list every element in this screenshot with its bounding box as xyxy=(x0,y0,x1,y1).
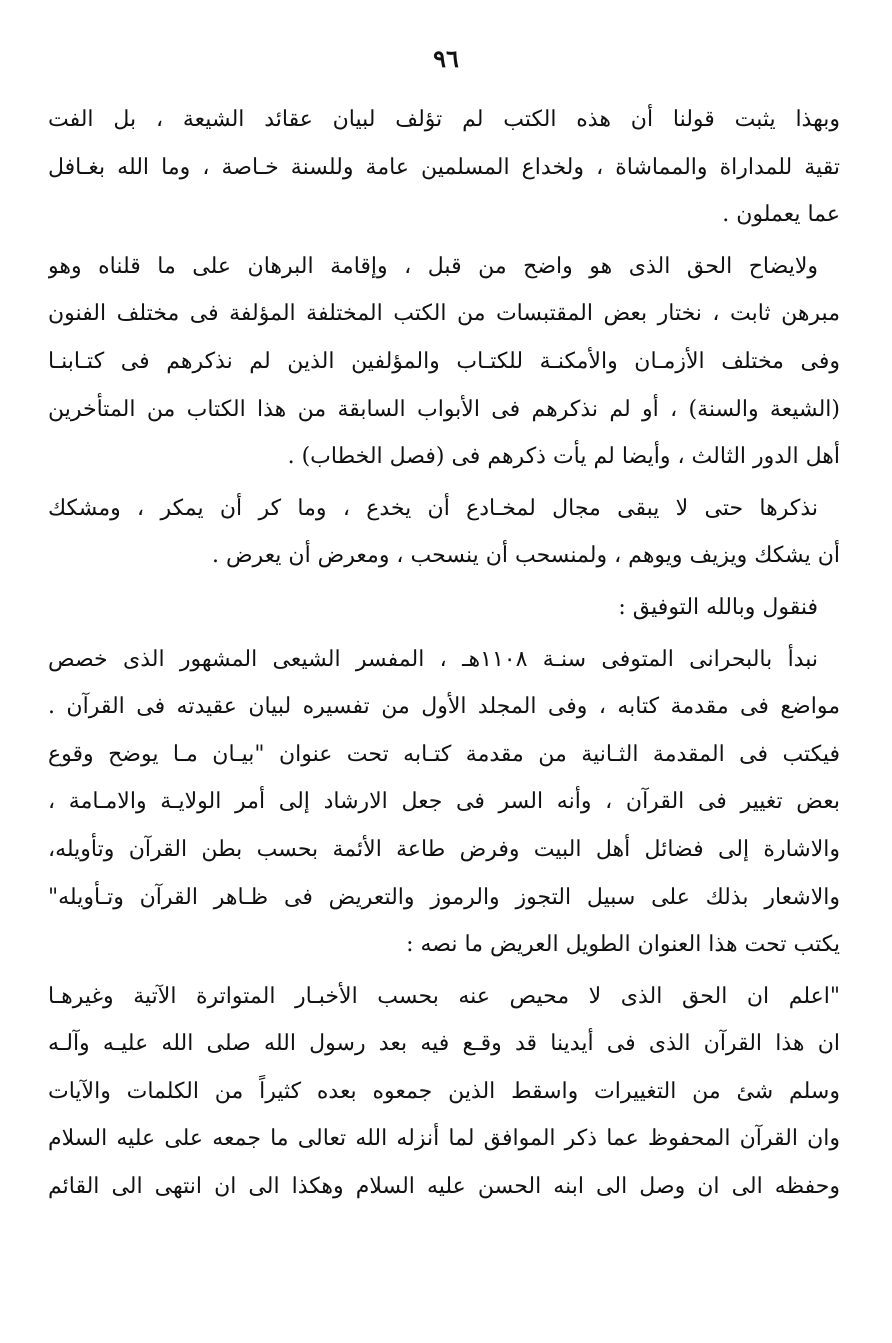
body-text xyxy=(48,96,840,1211)
text-line: فيكتب فى المقدمة الثـانية من مقدمة كتـابه تحت عنوان "بيـان مـا يوضح وقوع xyxy=(48,741,840,767)
text-line: ان هذا القرآن الذى فى أيدينا قد وقـع فيه بعد رسول الله صلى الله عليـه وآلـه xyxy=(48,1031,840,1057)
page-number: ٩٦ xyxy=(433,44,459,73)
text-line: "اعلم ان الحق الذى لا محيص عنه بحسب الأخبـار المتواترة الآتية وغيرهـا xyxy=(48,983,840,1009)
text-line: بعض تغيير فى القرآن ، وأنه السر فى جعل الارشاد إلى أمر الولايـة والامـامة ، xyxy=(48,789,840,815)
text-line: عما يعملون . xyxy=(722,202,840,228)
text-line: تقية للمداراة والمماشاة ، ولخداع المسلمين عامة وللسنة خـاصة ، وما الله بغـافل xyxy=(48,154,840,180)
text-line: فنقول وبالله التوفيق : xyxy=(618,594,818,620)
text-line: نذكرها حتى لا يبقى مجال لمخـادع أن يخدع ، وما كر أن يمكر ، ومشكك xyxy=(48,495,818,521)
text-line: نبدأ بالبحرانى المتوفى سنـة ١١٠٨هـ ، المفسر الشيعى المشهور الذى خصص xyxy=(48,646,818,672)
text-line: وان القرآن المحفوظ عما ذكر الموافق لما أنزله الله تعالى ما جمعه على عليه السلام xyxy=(48,1126,840,1152)
text-line: مبرهن ثابت ، نختار بعض المقتبسات من الكتب المختلفة المؤلفة فى مختلف الفنون xyxy=(48,301,840,327)
text-line: ولايضاح الحق الذى هو واضح من قبل ، وإقامة البرهان على ما قلناه وهو xyxy=(48,253,818,279)
text-line: يكتب تحت هذا العنوان الطويل العريض ما نصه : xyxy=(406,932,840,958)
text-line: أن يشكك ويزيف ويوهم ، ولمنسحب أن ينسحب ، ومعرض أن يعرض . xyxy=(211,543,840,569)
text-line: والاشعار بذلك على سبيل التجوز والرموز والتعريض فى ظـاهر القرآن وتـأويله" xyxy=(48,884,840,910)
text-line: وبهذا يثبت قولنا أن هذه الكتب لم تؤلف لبيان عقائد الشيعة ، بل الفت xyxy=(48,107,840,132)
text-line: مواضع فى مقدمة كتابه ، وفى المجلد الأول من تفسيره لبيان عقيدته فى القرآن . xyxy=(48,694,840,720)
text-line: أهل الدور الثالث ، وأيضا لم يأت ذكرهم فى (فصل الخطاب) . xyxy=(287,444,840,470)
text-line: والاشارة إلى فضائل أهل البيت وفرض طاعة الأئمة بحسب بطن القرآن وتأويله، xyxy=(48,836,840,862)
text-line: وحفظه الى ان وصل الى ابنه الحسن عليه السلام وهكذا الى ان انتهى الى القائم xyxy=(48,1174,840,1200)
text-line: وفى مختلف الأزمـان والأمكنـة للكتـاب والمؤلفين الذين لم نذكرهم فى كتـابنـا xyxy=(48,348,840,374)
text-line: وسلم شئ من التغييرات واسقط الذين جمعوه بعده كثيراً من الكلمات والآيات xyxy=(48,1078,840,1104)
text-line: (الشيعة والسنة) ، أو لم نذكرهم فى الأبواب السابقة من هذا الكتاب من المتأخرين xyxy=(48,396,840,422)
